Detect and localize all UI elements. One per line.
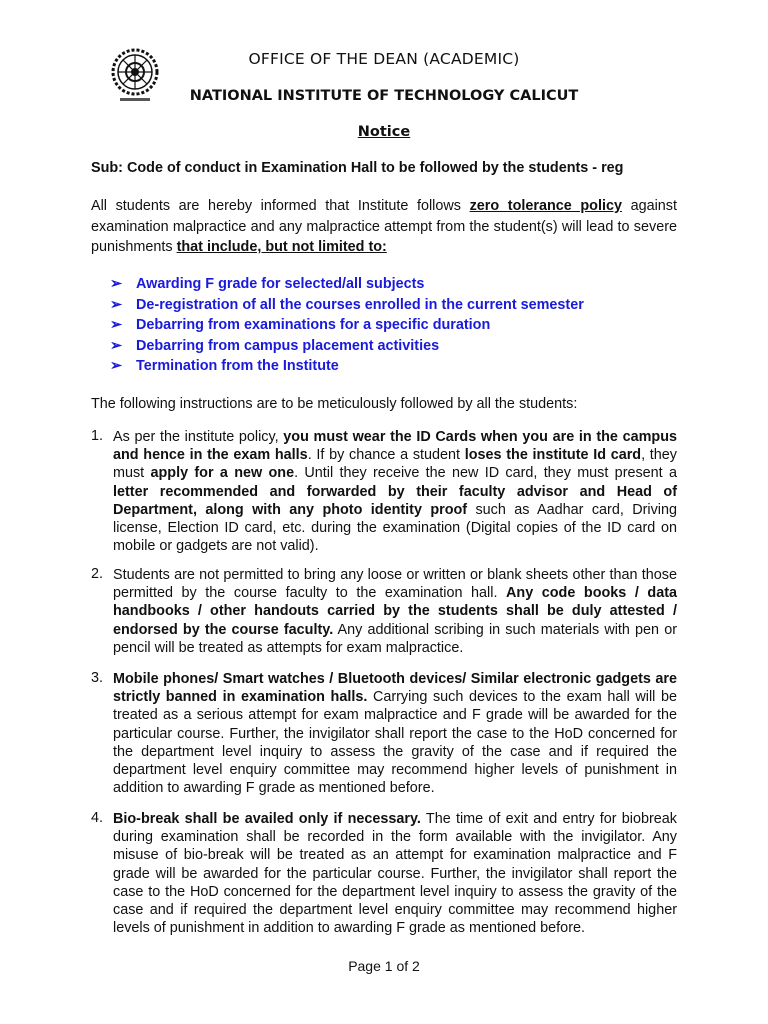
institute-name: NATIONAL INSTITUTE OF TECHNOLOGY CALICUT (189, 88, 579, 104)
list-item: ➢ De-registration of all the courses enrolled in the current semester (110, 295, 584, 316)
page-number: Page 1 of 2 (348, 958, 420, 974)
instruction-item-4 (91, 810, 677, 937)
instruction-text: As per the institute policy, you must wear the ID Cards when you are in the campus and hence in the exam halls. If by chance a student loses the institute Id card, they must apply for a new one. Until they receive the new ID card, they must present a letter recommended and forwarded by their faculty advisor and Head of Department, along with any photo identity proof such as Aadhar card, Driving license, Election ID card, etc. during the examination (Digital copies of the ID card on mobile or gadgets are not valid). (113, 429, 677, 555)
punishment-list (110, 274, 584, 377)
subject-line: Sub: Code of conduct in Examination Hall to be followed by the students - reg (91, 160, 624, 176)
arrowhead-bullet-icon: ➢ (110, 317, 123, 333)
arrowhead-bullet-icon: ➢ (110, 296, 123, 313)
instruction-item-1 (91, 428, 677, 555)
instruction-item-2 (91, 566, 677, 657)
arrowhead-bullet-icon: ➢ (110, 358, 123, 374)
office-title: OFFICE OF THE DEAN (ACADEMIC) (248, 50, 520, 68)
list-item: ➢ Debarring from examinations for a specific duration (110, 315, 584, 336)
arrowhead-bullet-icon: ➢ (110, 276, 123, 292)
instruction-number: 1. (91, 428, 104, 444)
arrowhead-bullet-icon: ➢ (110, 337, 123, 354)
notice-heading: Notice (357, 124, 411, 140)
not-limited-emphasis: that include, but not limited to: (176, 239, 387, 255)
instruction-number: 2. (91, 566, 104, 582)
list-item: ➢ Debarring from campus placement activities (110, 336, 584, 357)
instructions-intro: The following instructions are to be meticulously followed by all the students: (91, 396, 578, 412)
instruction-number: 3. (91, 670, 104, 686)
list-item: ➢ Awarding F grade for selected/all subjects (110, 274, 584, 295)
instruction-text: Students are not permitted to bring any loose or written or blank sheets other than those permitted by the course faculty to the examination hall. Any code books / data handbooks / other handouts carried by the students shall be duly attested / endorsed by the course faculty. Any additional scribing in such materials with pen or pencil will be treated as attempts for exam malpractice. (113, 567, 677, 656)
instruction-item-3 (91, 670, 677, 797)
instruction-text: Bio-break shall be availed only if necessary. The time of exit and entry for biobreak during examination shall be recorded in the form available with the invigilator. Any misuse of bio-break will be treated as an attempt for examination malpractice and F grade will be awarded for the particular course. Further, the invigilator shall report the case to the HoD concerned for the department level inquiry to assess the gravity of the case and if required the department level enquiry committee may recommend higher levels of punishment in addition to awarding F grade as mentioned before. (113, 811, 677, 937)
intro-paragraph: All students are hereby informed that Institute follows zero tolerance policy against examination malpractice and any malpractice attempt from the student(s) will lead to severe punishments that include, but not limited to: (91, 198, 677, 255)
list-item: ➢ Termination from the Institute (110, 356, 584, 377)
instruction-text: Mobile phones/ Smart watches / Bluetooth devices/ Similar electronic gadgets are strictly banned in examination halls. Carrying such devices to the exam hall will be treated as a serious attempt for exam malpractice and F grade will be awarded for the particular course. Further, the invigilator shall report the case to the HoD concerned for the department level inquiry to assess the gravity of the case and if required the department level enquiry committee may recommend higher levels of punishment in addition to awarding F grade as mentioned before. (113, 671, 677, 797)
zero-tolerance-emphasis: zero tolerance policy (469, 198, 622, 214)
instruction-number: 4. (91, 810, 104, 826)
